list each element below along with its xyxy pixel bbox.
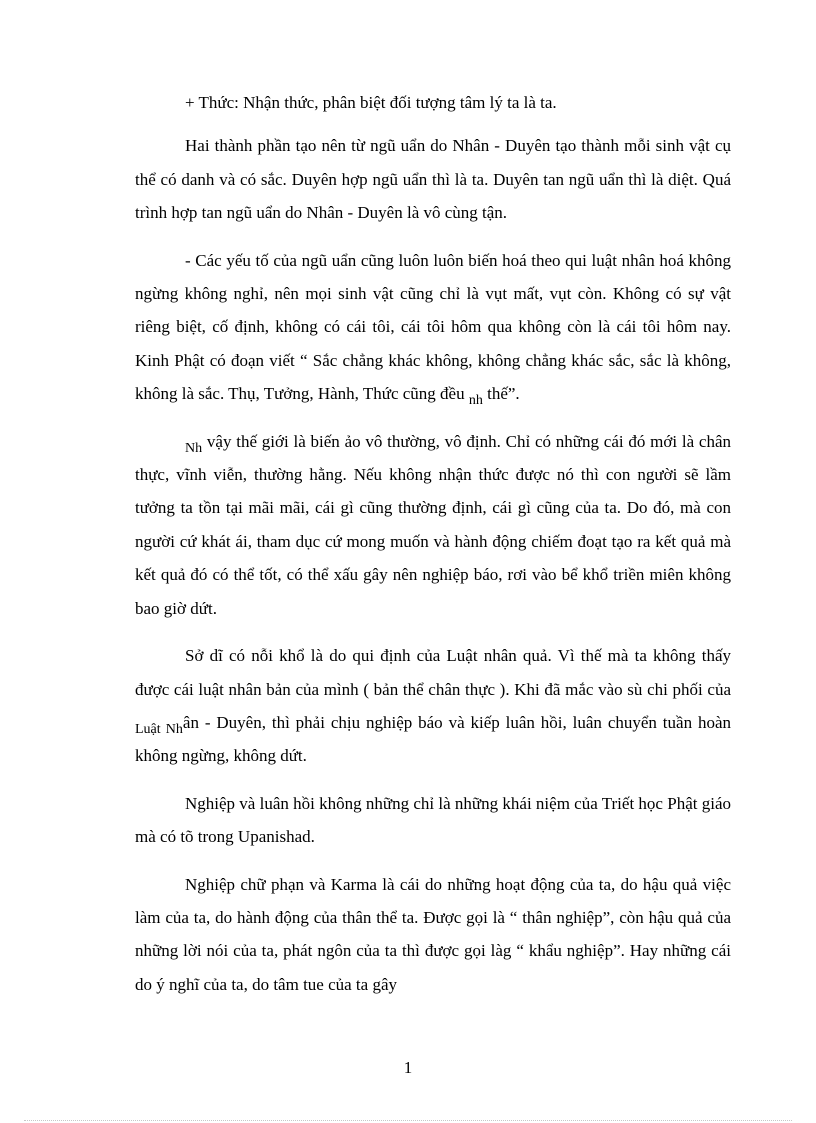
paragraph-impermanence-text: vậy thế giới là biến ảo vô thường, vô định. Chỉ có những cái đó mới là chân thực, vĩnh viễn, thường hằng. Nếu không nhận thức được nó thì con người sẽ lầm tưởng ta tồn tại mãi mãi, cái gì cũng thường định, cái gì cũng của ta. Do đó, mà con người cứ khát ái, tham dục cứ mong muốn và hành động chiếm đoạt tạo ra kết quả mà kết quả đó có thể tốt, có thể xấu gây nên nghiệp báo, rơi vào bể khổ triền miên không bao giờ dứt. xyxy=(135,431,731,618)
paragraph-five-aggregates-text: - Các yếu tố của ngũ uẩn cũng luôn luôn biến hoá theo qui luật nhân hoá không ngừng không nghỉ, nên mọi sinh vật cũng chỉ là vụt mất, vụt còn. Không có sự vật riêng biệt, cố định, không có cái tôi, cái tôi hôm qua không còn là cái tôi hôm nay. Kinh Phật có đoạn viết “ Sắc chẳng khác không, không chẳng khác sắc, sắc là không, không là sắc. Thụ, Tưởng, Hành, Thức cũng đều xyxy=(135,250,731,404)
paragraph-suffering-tail: ân - Duyên, thì phải chịu nghiệp báo và kiếp luân hồi, luân chuyển tuần hoàn không ngừng, không dứt. xyxy=(135,712,731,766)
page-number: 1 xyxy=(403,1058,413,1077)
paragraph-suffering-text: Sở dĩ có nỗi khổ là do qui định của Luật nhân quả. Vì thế mà ta không thấy được cái luật nhân bản của mình ( bản thể chân thực ). Khi đã mắc vào sù chi phối của xyxy=(135,646,731,699)
subscript-fragment: nh xyxy=(468,393,483,409)
paragraph-karma-definition: Nghiệp chữ phạn và Karma là cái do những hoạt động của ta, do hậu quả việc làm của ta, do hành động của thân thể ta. Được gọi là “ thân nghiệp”, còn hậu quả của những lời nói của ta, phát ngôn của ta thì được gọi làg “ khẩu nghiệp”. Hay những cái do ý nghĩ của ta, do tâm tue của ta gây xyxy=(135,874,731,994)
body-text xyxy=(135,86,731,1015)
paragraph-two-components: Hai thành phần tạo nên từ ngũ uẩn do Nhân - Duyên tạo thành mỗi sinh vật cụ thể có danh và có sắc. Duyên hợp ngũ uẩn thì là ta. Duyên tan ngũ uẩn thì là diệt. Quá trình hợp tan ngũ uẩn do Nhân - Duyên là vô cùng tận. xyxy=(135,136,731,223)
paragraph-five-aggregates xyxy=(135,244,731,411)
paragraph-thuc: + Thức: Nhận thức, phân biệt đối tượng tâm lý ta là ta. xyxy=(185,93,557,112)
paragraph-karma-samsara: Nghiệp và luân hồi không những chỉ là những khái niệm của Triết học Phật giáo mà có tõ trong Upanishad. xyxy=(135,793,731,847)
subscript-fragment: Luật Nh xyxy=(135,721,183,737)
subscript-fragment: Nh xyxy=(185,440,203,456)
paragraph-five-aggregates-tail: thế”. xyxy=(482,384,520,404)
page-bottom-divider xyxy=(24,1120,792,1121)
paragraph-suffering xyxy=(135,639,731,773)
paragraph-impermanence xyxy=(135,425,731,625)
